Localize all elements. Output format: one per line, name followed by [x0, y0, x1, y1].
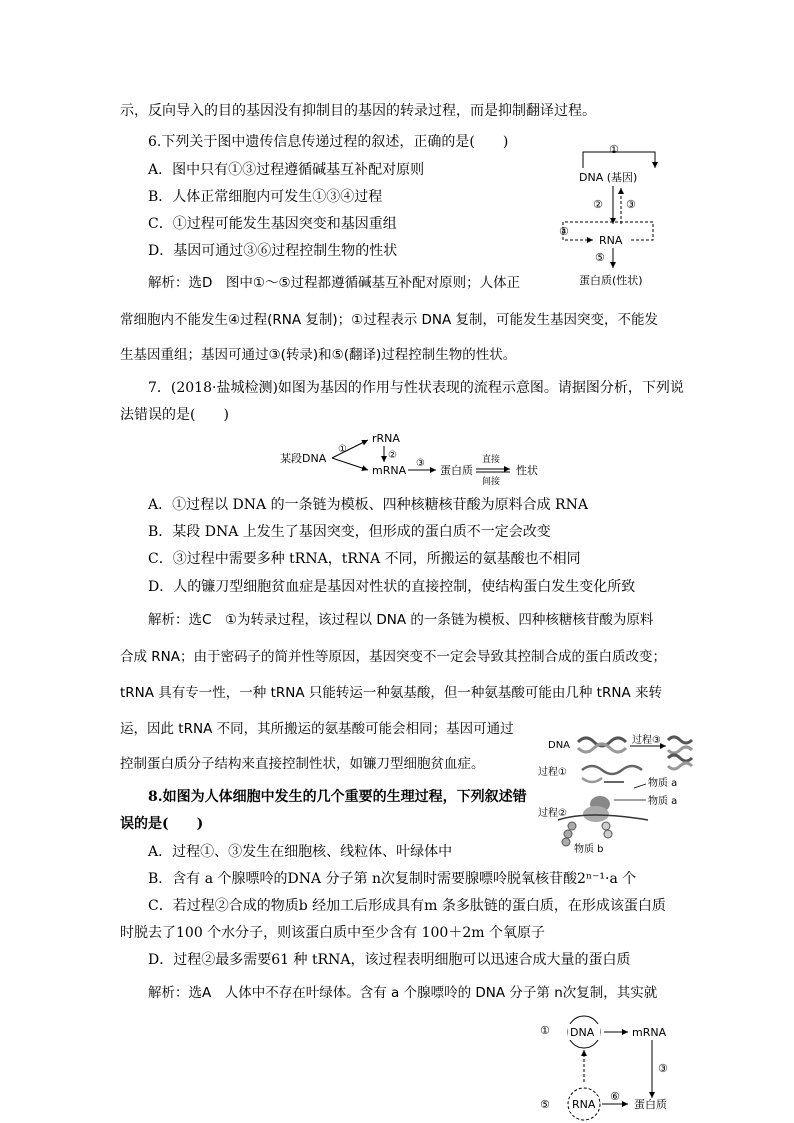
q6-fig-n1: ① [609, 143, 619, 156]
q7-fig-rrna: rRNA [372, 432, 400, 445]
q6-option-d: D．基因可通过③⑥过程控制生物的性状 [148, 243, 398, 259]
q7-diagram [280, 428, 550, 488]
q7-analysis-5: 控制蛋白质分子结构来直接控制性状，如镰刀型细胞贫血症。 [120, 756, 485, 772]
q8-fig-dna: DNA [548, 740, 571, 751]
central-dogma-diagram [540, 1016, 710, 1120]
q6-fig-rna: RNA [599, 234, 623, 247]
q7-analysis-4: 运，因此 tRNA 不同，其所搬运的氨基酸可能会相同；基因可通过 [120, 721, 514, 737]
q8-option-b: B．含有 a 个腺嘌呤的DNA 分子第 n次复制时需要腺嘌呤脱氧核苷酸2ⁿ⁻¹·a 个 [148, 871, 637, 887]
fig4-dna: DNA [570, 1026, 595, 1039]
q7-fig-n1: ① [338, 444, 347, 455]
q8-option-d: D．过程②最多需要61 种 tRNA，该过程表明细胞可以迅速合成大量的蛋白质 [148, 952, 631, 968]
q7-option-a: A．①过程以 DNA 的一条链为模板、四种核糖核苷酸为原料合成 RNA [148, 497, 588, 513]
q7-fig-n2: ② [388, 450, 397, 461]
q8-option-c-1: C．若过程②合成的物质b 经加工后形成具有m 条多肽链的蛋白质，在形成该蛋白质 [148, 898, 666, 914]
fig4-n3: ③ [658, 1062, 668, 1075]
q6-fig-dna: DNA (基因) [579, 171, 638, 184]
q8-option-c-2: 时脱去了100 个水分子，则该蛋白质中至少含有 100＋2m 个氧原子 [120, 925, 545, 941]
q8-fig-ma1: 物质 a [648, 778, 678, 789]
q6-fig-protein: 蛋白质(性状) [579, 274, 643, 287]
q8-stem-2: 误的是( ) [120, 816, 204, 832]
q7-option-d: D．人的镰刀型细胞贫血症是基因对性状的直接控制，使结构蛋白发生变化所致 [148, 579, 636, 595]
fig4-protein: 蛋白质 [634, 1098, 667, 1111]
intro-line: 示，反向导入的目的基因没有抑制目的基因的转录过程，而是抑制翻译过程。 [120, 103, 596, 119]
q7-fig-trait: 性状 [516, 464, 538, 477]
q6-fig-n4: ④ [559, 225, 569, 238]
q7-fig-indirect: 间接 [482, 477, 501, 487]
q7-stem-1: 7．(2018·盐城检测)如图为基因的作用与性状表现的流程示意图。请据图分析，下列说 [148, 380, 684, 396]
q8-fig-mb: 物质 b [574, 844, 604, 855]
q6-diagram [555, 140, 685, 290]
q6-option-a: A．图中只有①③过程遵循碱基互补配对原则 [148, 162, 425, 178]
q6-analysis-2: 常细胞内不能发生④过程(RNA 复制)；①过程表示 DNA 复制，可能发生基因突变，不能发 [120, 312, 659, 328]
q8-fig-p1: 过程① [538, 767, 567, 778]
fig4-rna: RNA [572, 1098, 596, 1111]
q7-fig-protein: 蛋白质 [440, 464, 473, 477]
q6-analysis-1: 解析：选D 图中①～⑤过程都遵循碱基互补配对原则；人体正 [148, 275, 521, 291]
q8-fig-ma2: 物质 a [648, 796, 678, 807]
fig4-mrna: mRNA [632, 1026, 667, 1039]
q8-fig-p3: 过程③ [632, 735, 661, 746]
q6-fig-n5: ⑤ [595, 251, 605, 264]
q6-analysis-3: 生基因重组；基因可通过③(转录)和⑤(翻译)过程控制生物的性状。 [120, 347, 517, 363]
fig4-n5: ⑤ [540, 1098, 550, 1111]
q7-option-b: B．某段 DNA 上发生了基因突变，但形成的蛋白质不一定会改变 [148, 524, 551, 540]
q6-fig-n3: ③ [626, 198, 636, 211]
q8-option-a: A．过程①、③发生在细胞核、线粒体、叶绿体中 [148, 844, 453, 860]
q7-fig-direct: 直接 [482, 455, 501, 465]
q8-analysis-1: 解析：选A 人体中不存在叶绿体。含有 a 个腺嘌呤的 DNA 分子第 n次复制，其实就 [148, 985, 658, 1001]
q7-analysis-1: 解析：选C ①为转录过程，该过程以 DNA 的一条链为模板、四种核糖核苷酸为原料 [148, 612, 654, 628]
q6-stem: 6.下列关于图中遗传信息传递过程的叙述，正确的是( ) [148, 134, 509, 150]
q8-diagram [538, 728, 698, 853]
fig4-n6: ⑥ [610, 1090, 620, 1103]
q8-stem-1: 8.如图为人体细胞中发生的几个重要的生理过程，下列叙述错 [148, 789, 527, 805]
q7-fig-dna: 某段DNA [280, 452, 327, 465]
q6-option-c: C．①过程可能发生基因突变和基因重组 [148, 216, 397, 232]
q7-fig-mrna: mRNA [372, 464, 407, 477]
q6-option-b: B．人体正常细胞内可发生①③④过程 [148, 189, 383, 205]
q7-stem-2: 法错误的是( ) [120, 407, 229, 423]
q7-analysis-2: 合成 RNA；由于密码子的简并性等原因，基因突变不一定会导致其控制合成的蛋白质改变； [120, 649, 667, 665]
fig4-n1: ① [540, 1024, 550, 1037]
q7-option-c: C．③过程中需要多种 tRNA，tRNA 不同，所搬运的氨基酸也不相同 [148, 551, 581, 567]
q6-fig-n2: ② [593, 198, 603, 211]
q8-fig-p2: 过程② [538, 808, 567, 819]
q7-fig-n3: ③ [416, 458, 425, 469]
q7-analysis-3: tRNA 具有专一性，一种 tRNA 只能转运一种氨基酸，但一种氨基酸可能由几种 tRNA 来转 [120, 685, 662, 701]
